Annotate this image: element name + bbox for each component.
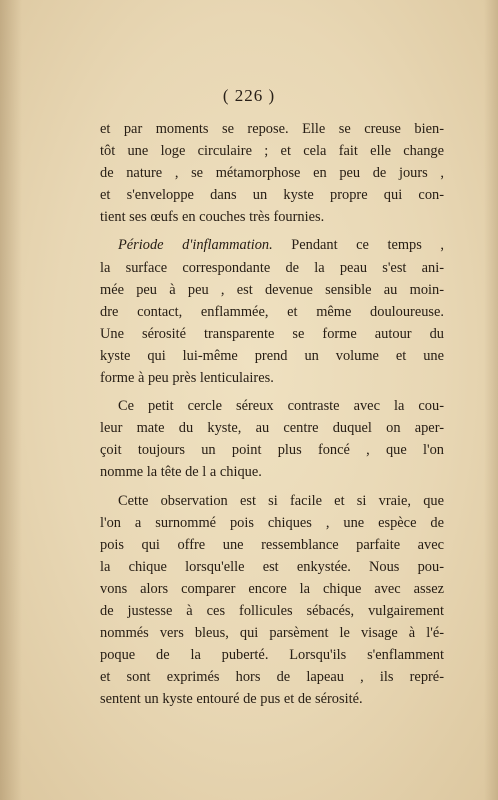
text-line: çoit toujours un point plus foncé , que l'on <box>100 442 444 459</box>
binding-shadow <box>0 0 22 800</box>
body-text <box>100 118 444 710</box>
text-line: mée peu à peu , est devenue sensible au moin- <box>100 281 444 298</box>
text-line: Une sérosité transparente se forme autour du <box>100 325 444 342</box>
text-line: tôt une loge circulaire ; et cela fait elle change <box>100 143 444 160</box>
text-line: Ce petit cercle séreux contraste avec la cou- <box>118 398 444 415</box>
page-edge-shadow <box>484 0 498 800</box>
text-line: dre contact, enflammée, et même douloureuse. <box>100 303 444 320</box>
text-line: nomme la tête de l a chique. <box>100 464 262 481</box>
text-line: de nature , se métamorphose en peu de jours , <box>100 165 444 182</box>
text-line: et sont exprimés hors de lapeau , ils repré- <box>100 669 444 686</box>
text-line: forme à peu près lenticulaires. <box>100 370 274 387</box>
text-line: la chique lorsqu'elle est enkystée. Nous pou- <box>100 558 444 575</box>
text-line: Cette observation est si facile et si vraie, que <box>118 492 444 509</box>
text-line: de justesse à ces follicules sébacés, vulgairement <box>100 602 444 619</box>
text-line: vons alors comparer encore la chique avec assez <box>100 580 444 597</box>
text-line: et s'enveloppe dans un kyste propre qui con- <box>100 187 444 204</box>
heading-line-rest: Pendant ce temps , <box>272 237 444 254</box>
text-line: kyste qui lui-même prend un volume et une <box>100 347 444 364</box>
text-line: nommés vers bleus, qui parsèment le visage à l'é- <box>100 625 444 642</box>
text-line: la surface correspondante de la peau s'est ani- <box>100 259 444 276</box>
page-number: ( 226 ) <box>222 86 276 105</box>
text-line: tient ses œufs en couches très fournies. <box>100 209 325 226</box>
paragraph-2 <box>100 234 444 389</box>
paragraph-4 <box>100 490 444 711</box>
paragraph-3 <box>100 395 444 483</box>
paragraph-1 <box>100 118 444 228</box>
text-line: l'on a surnommé pois chiques , une espèce de <box>100 514 444 531</box>
text-line: pois qui offre une ressemblance parfaite avec <box>100 536 444 553</box>
text-line: sentent un kyste entouré de pus et de sérosité. <box>100 691 363 708</box>
text-line: poque de la puberté. Lorsqu'ils s'enflamment <box>100 647 444 664</box>
section-heading: Période d'inflammation. <box>118 237 273 254</box>
text-line: leur mate du kyste, au centre duquel on aper- <box>100 420 444 437</box>
text-line <box>100 234 444 256</box>
text-line: et par moments se repose. Elle se creuse bien- <box>100 121 444 137</box>
